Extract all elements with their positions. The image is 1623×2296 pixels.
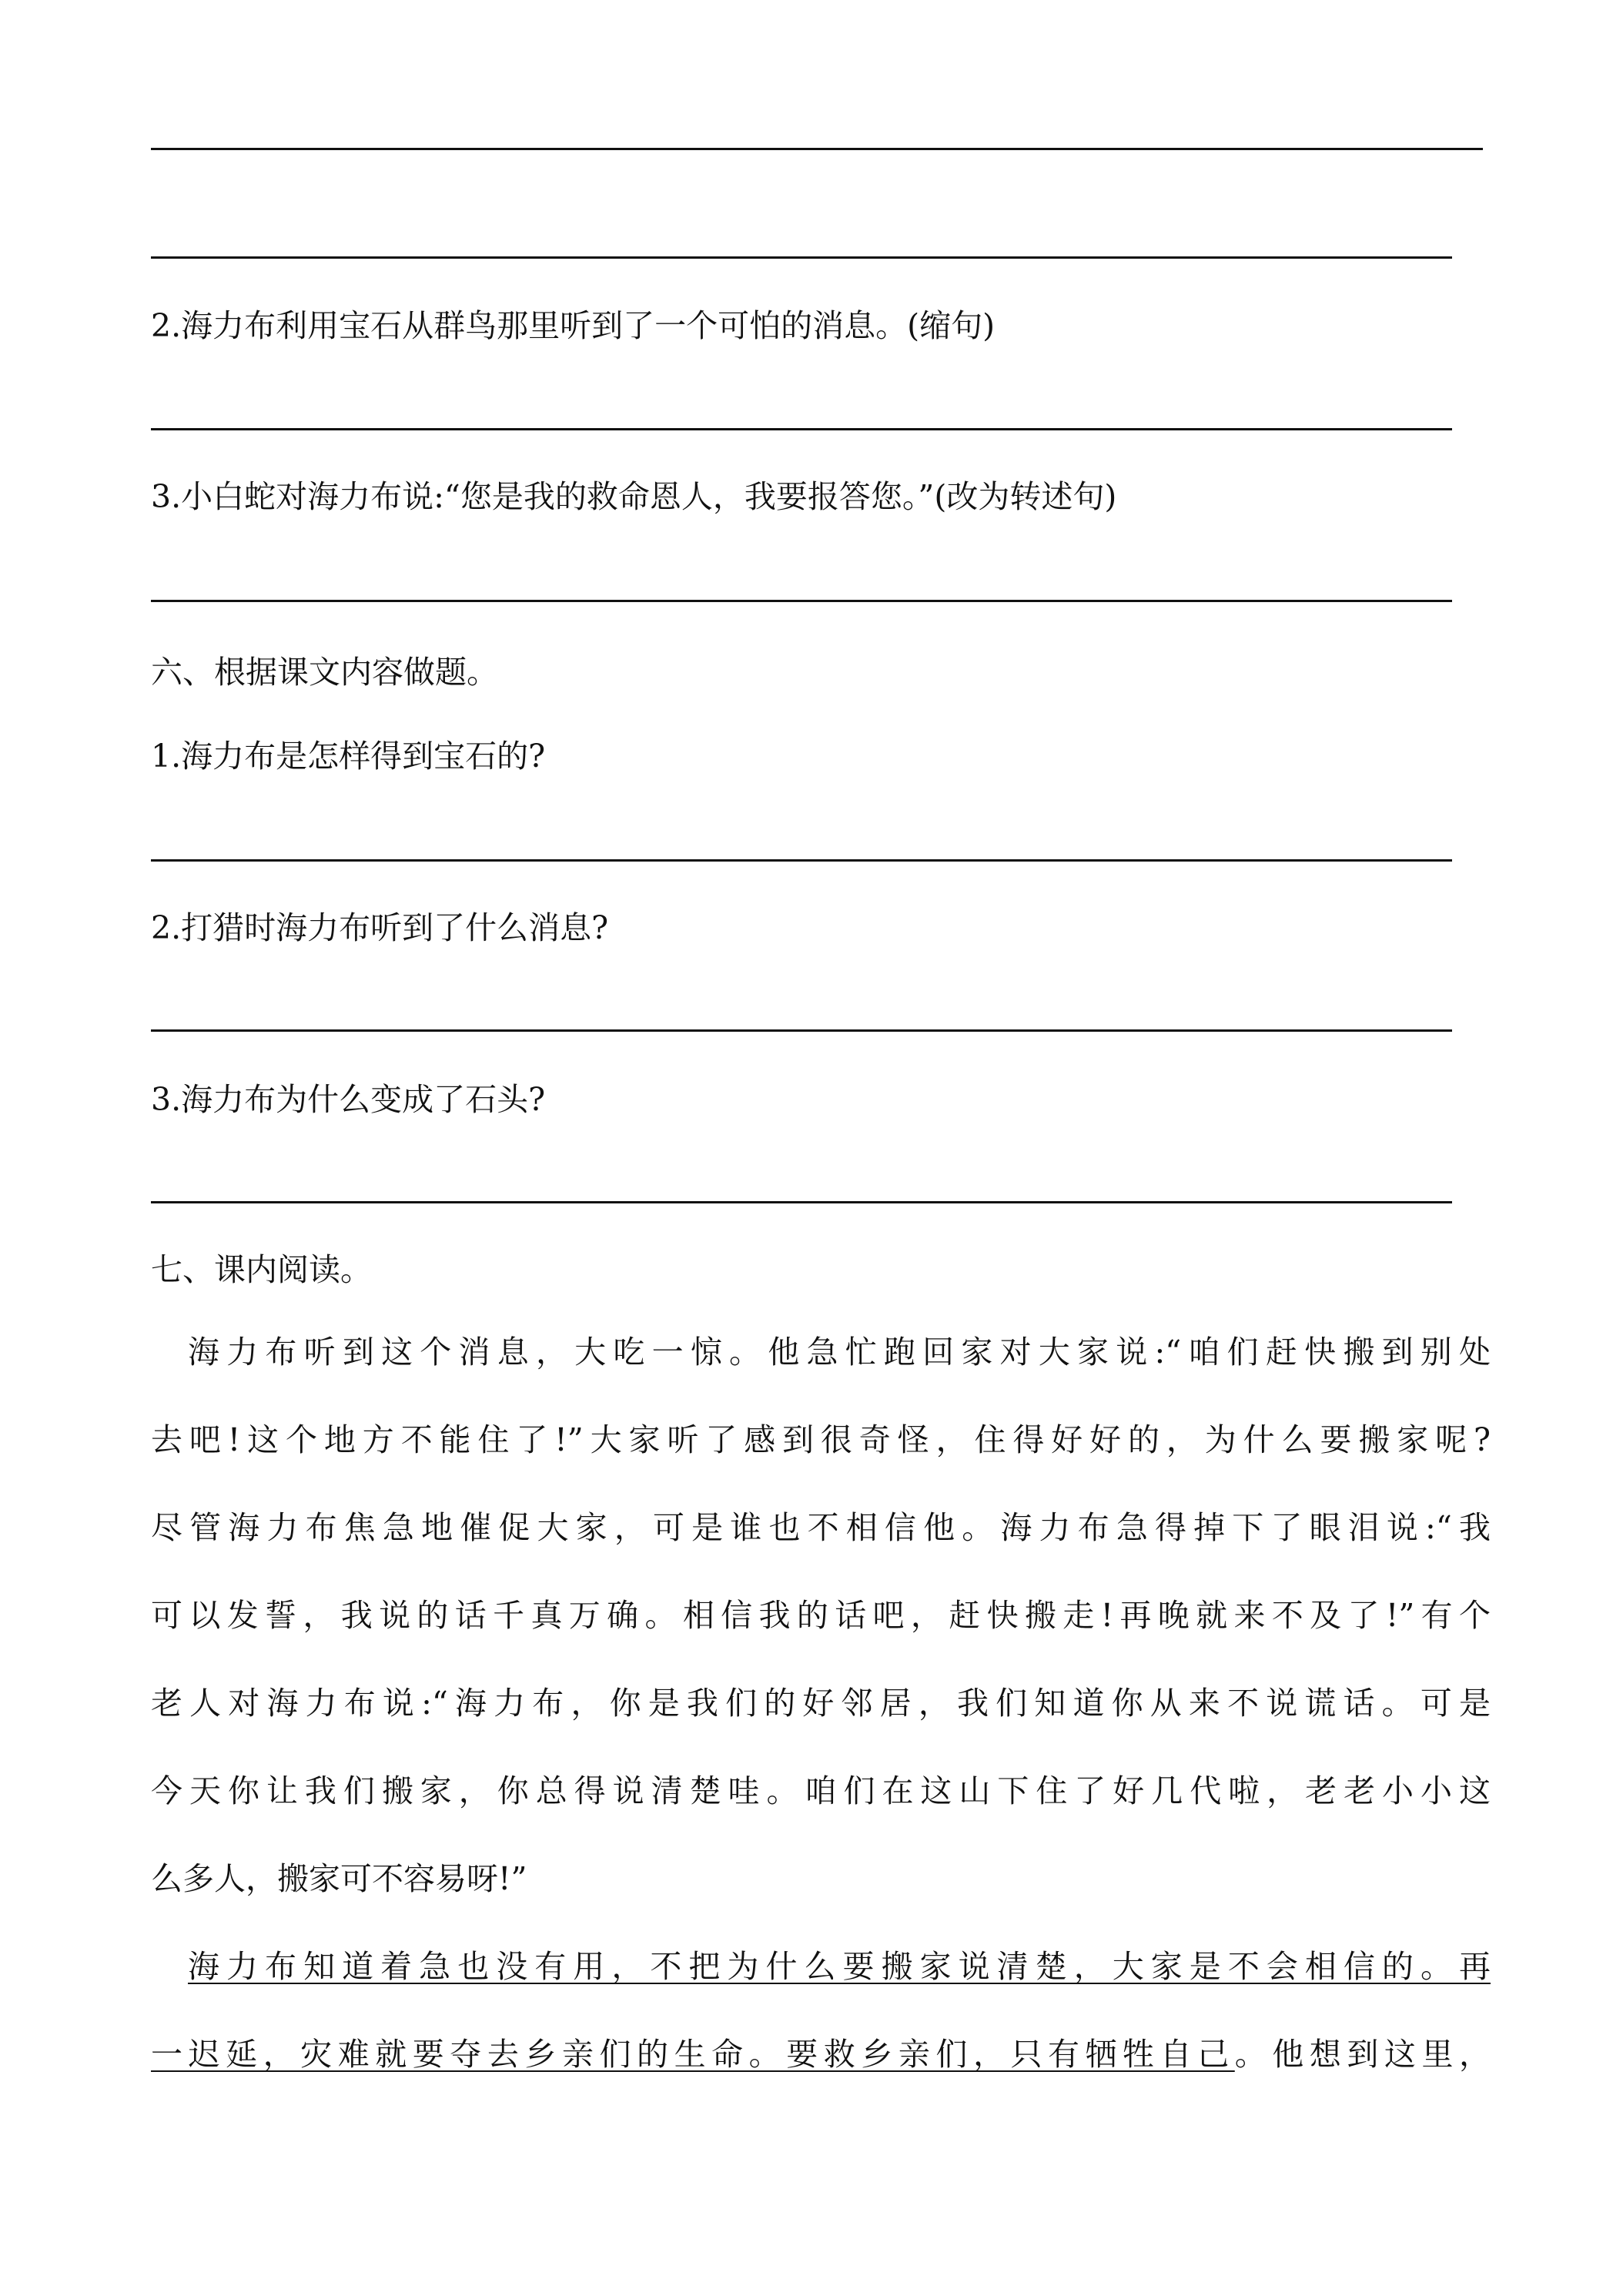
underlined-sentence: 一迟延，灾难就要夺去乡亲们的生命。要救乡亲们，只有牺牲自己 (151, 2036, 1235, 2073)
reading-passage-paragraph-2 (151, 1923, 1491, 2098)
question-6-3: 3.海力布为什么变成了石头? (151, 1081, 546, 1118)
answer-line[interactable] (151, 148, 1483, 150)
reading-passage-paragraph-1 (151, 1308, 1491, 1923)
passage-line (151, 2010, 1491, 2098)
passage-line: 老人对海力布说:“海力布，你是我们的好邻居，我们知道你从来不说谎话。可是 (151, 1685, 1491, 1722)
answer-line[interactable] (151, 428, 1452, 430)
section-6-heading: 六、根据课文内容做题。 (151, 654, 498, 691)
answer-line[interactable] (151, 1201, 1452, 1203)
passage-line: 海力布听到这个消息，大吃一惊。他急忙跑回家对大家说:“咱们赶快搬到别处 (188, 1334, 1491, 1371)
question-6-2: 2.打猎时海力布听到了什么消息? (151, 909, 609, 946)
question-6-1: 1.海力布是怎样得到宝石的? (151, 738, 546, 775)
section-7-heading: 七、课内阅读。 (151, 1251, 372, 1288)
passage-line: 尽管海力布焦急地催促大家，可是谁也不相信他。海力布急得掉下了眼泪说:“我 (151, 1509, 1491, 1546)
question-5-3: 3.小白蛇对海力布说:“您是我的救命恩人，我要报答您。”(改为转述句) (151, 478, 1117, 515)
passage-line: 么多人，搬家可不容易呀!” (151, 1860, 527, 1897)
passage-line (151, 1923, 1491, 2010)
underlined-sentence: 海力布知道着急也没有用，不把为什么要搬家说清楚，大家是不会相信的。再 (188, 1948, 1491, 1985)
passage-line: 今天你让我们搬家，你总得说清楚哇。咱们在这山下住了好几代啦，老老小小这 (151, 1772, 1491, 1809)
passage-line: 可以发誓，我说的话千真万确。相信我的话吧，赶快搬走!再晚就来不及了!”有个 (151, 1597, 1491, 1634)
answer-line[interactable] (151, 600, 1452, 602)
answer-line[interactable] (151, 256, 1452, 259)
passage-text: 。他想到这里， (1234, 2036, 1491, 2073)
passage-line: 去吧!这个地方不能住了!”大家听了感到很奇怪，住得好好的，为什么要搬家呢? (151, 1421, 1491, 1458)
answer-line[interactable] (151, 859, 1452, 862)
answer-line[interactable] (151, 1029, 1452, 1032)
question-5-2: 2.海力布利用宝石从群鸟那里听到了一个可怕的消息。(缩句) (151, 307, 996, 344)
